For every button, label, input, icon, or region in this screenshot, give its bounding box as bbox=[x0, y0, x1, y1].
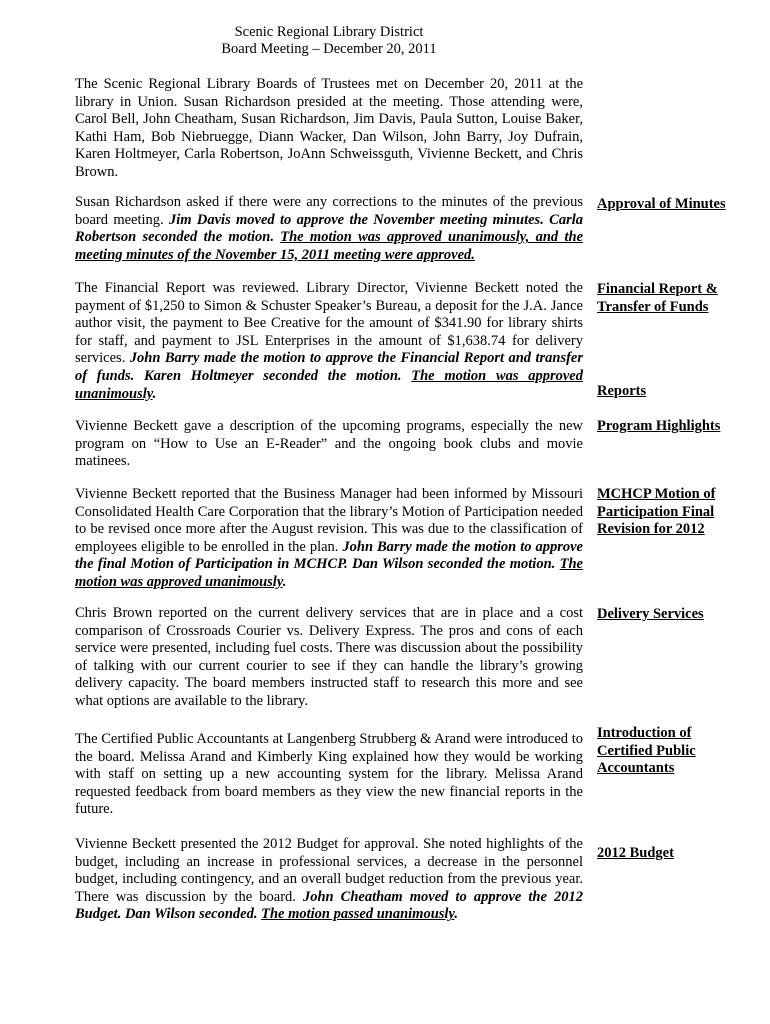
mchcp-text: Vivienne Beckett reported that the Business Manager had been informed by Missouri Consolidated Health Care Corporation that the library’s Motion of Participation needed to be revised once more after the August revision. This was due to the classification of employees eligible to be enrolled in the plan. bbox=[75, 486, 583, 555]
budget-text: Vivienne Beckett presented the 2012 Budget for approval. She noted highlights of the budget, including an increase in professional services, a decrease in the personnel budget, including contingency, and an overall budget reduction from the previous year. There was discussion by the board. bbox=[75, 836, 583, 905]
budget-paragraph bbox=[75, 836, 583, 924]
mchcp-trail: . bbox=[282, 573, 287, 590]
budget-trail: . bbox=[454, 906, 458, 923]
meeting-date: Board Meeting – December 20, 2011 bbox=[221, 41, 437, 57]
minutes-motion: Jim Davis moved to approve the November meeting minutes. Carla Robertson seconded the motion. bbox=[75, 211, 583, 246]
intro-paragraph: The Scenic Regional Library Boards of Trustees met on December 20, 2011 at the library in Union. Susan Richardson presided at the meeting. Those attending were, Carol Bell, John Cheatham, Susan Richardson, Jim Davis, Paula Sutton, Louise Baker, Kathi Ham, Bob Niebruegge, Diann Wacker, Dan Wilson, John Barry, Joy Dufrain, Karen Holtmeyer, Carla Robertson, JoAnn Schweissguth, Vivienne Beckett, and Chris Brown. bbox=[75, 76, 583, 180]
financial-text: The Financial Report was reviewed. Library Director, Vivienne Beckett noted the payment of $1,250 to Simon & Schuster Speaker’s Bureau, a deposit for the J.A. Jance author visit, the payment to Bee Creative for the amount of $341.90 for library shirts for staff, and payment to JSL Enterprises in the amount of $1,638.74 for delivery services. bbox=[75, 280, 583, 367]
side-label-2012-budget: 2012 Budget bbox=[597, 845, 674, 861]
side-label-program-highlights: Program Highlights bbox=[597, 418, 721, 434]
mchcp-result: The motion was approved unanimously bbox=[75, 556, 583, 590]
document-title: Scenic Regional Library District bbox=[234, 24, 424, 40]
financial-trail: . bbox=[152, 385, 157, 402]
minutes-result: The motion was approved unanimously, and the meeting minutes of the November 15, 2011 meeting were approved. bbox=[75, 229, 584, 263]
financial-result: The motion was approved unanimously bbox=[75, 367, 583, 402]
side-label-approval-of-minutes: Approval of Minutes bbox=[597, 196, 726, 212]
financial-paragraph bbox=[75, 280, 583, 403]
accountants-paragraph: The Certified Public Accountants at Langenberg Strubberg & Arand were introduced to the board. Melissa Arand and Kimberly King explained how they would be working with staff on setting up a new accounting system for the library. Melissa Arand requested feedback from board members as they view the new financial reports in the future. bbox=[75, 731, 583, 818]
programs-paragraph: Vivienne Beckett gave a description of the upcoming programs, especially the new program on “How to Use an E-Reader” and the ongoing book clubs and movie matinees. bbox=[75, 418, 583, 470]
mchcp-motion: John Barry made the motion to approve the final Motion of Participation in MCHCP. Dan Wilson seconded the motion. bbox=[75, 538, 583, 573]
side-label-mchcp: MCHCP Motion of Participation Final Revision for 2012 bbox=[597, 486, 716, 538]
mchcp-paragraph bbox=[75, 486, 583, 592]
side-label-financial-report: Financial Report & Transfer of Funds bbox=[597, 281, 718, 315]
side-label-accountants: Introduction of Certified Public Accountants bbox=[597, 725, 696, 777]
minutes-text: Susan Richardson asked if there were any corrections to the minutes of the previous board meeting. bbox=[75, 194, 583, 228]
financial-motion: John Barry made the motion to approve the Financial Report and transfer of funds. Karen Holtmeyer seconded the motion. bbox=[75, 350, 583, 384]
budget-motion: John Cheatham moved to approve the 2012 Budget. Dan Wilson seconded. bbox=[75, 888, 583, 923]
delivery-paragraph: Chris Brown reported on the current delivery services that are in place and a cost comparison of Crossroads Courier vs. Delivery Express. The pros and cons of each service were presented, including fuel costs. There was discussion about the possibility of talking with our current courier to see if they can handle the library’s growing delivery capacity. The board members instructed staff to research this more and see what options are available to the library. bbox=[75, 605, 583, 709]
side-label-reports: Reports bbox=[597, 383, 647, 399]
side-label-delivery-services: Delivery Services bbox=[597, 606, 704, 622]
minutes-paragraph bbox=[75, 194, 583, 264]
budget-result: The motion passed unanimously bbox=[261, 906, 455, 923]
